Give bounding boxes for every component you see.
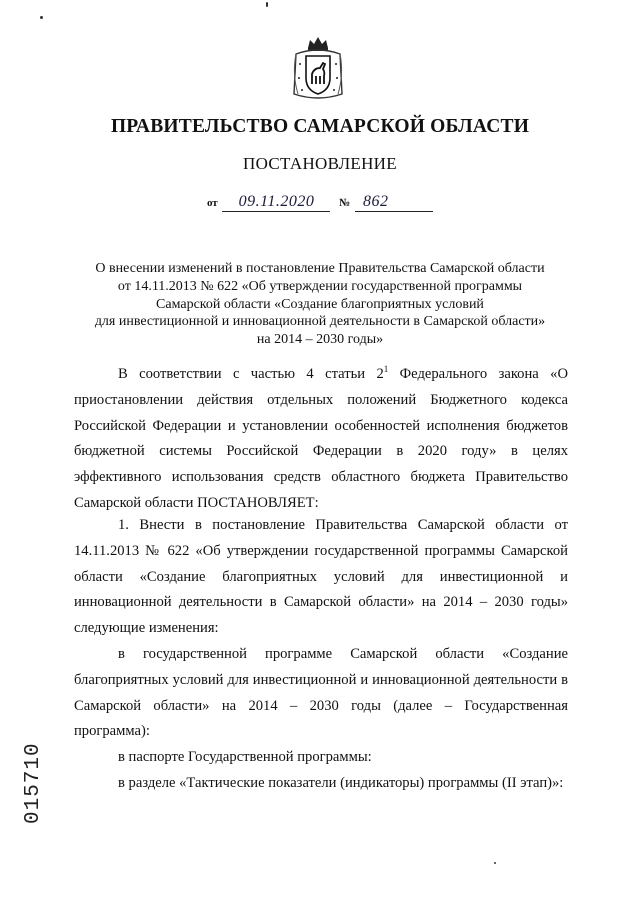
paragraph-text: В соответствии с частью 4 статьи 2 <box>118 366 384 382</box>
handwritten-number: 862 <box>355 193 433 212</box>
body-paragraph-3 <box>74 642 568 745</box>
subject-line: на 2014 – 2030 годы» <box>256 332 384 348</box>
subject-line: от 14.11.2013 № 622 «Об утверждении государственной программы <box>117 278 523 294</box>
document-type: ПОСТАНОВЛЕНИЕ <box>243 154 397 173</box>
paragraph-text: в государственной программе Самарской области «Создание благоприятных условий для инвестиционной и инновационной деятельности в Самарской области» на 2014 – 2030 годы (далее – Государственная программа): <box>74 646 568 740</box>
subject-line: О внесении изменений в постановление Правительства Самарской области <box>95 261 545 276</box>
number-prefix: № <box>339 197 351 209</box>
body-paragraph-1 <box>74 362 568 517</box>
paragraph-text: 1. Внести в постановление Правительства Самарской области от 14.11.2013 № 622 «Об утверждении государственной программы Самарской области «Создание благоприятных условий для инвестиционной и инновационной деятельности в Самарской области» на 2014 – 2030 годы» следующие изменения: <box>74 517 568 637</box>
scan-speck <box>40 16 43 19</box>
organization-title: ПРАВИТЕЛЬСТВО САМАРСКОЙ ОБЛАСТИ <box>110 116 530 137</box>
subject-line: Самарской области «Создание благоприятных условий <box>156 296 484 312</box>
margin-serial-number: 015710 <box>22 742 45 824</box>
paragraph-text: в паспорте Государственной программы: <box>118 749 372 765</box>
scan-speck <box>266 2 268 7</box>
handwritten-date: 09.11.2020 <box>222 193 330 212</box>
document-subject <box>70 260 570 349</box>
paragraph-text: Федерального закона «О приостановлении действия отдельных положений Бюджетного кодекса Российской Федерации и установлении особенностей исполнения бюджетов бюджетной системы Российской Федерации в 2020 году» в целях эффективного использования средств областного бюджета Правительство Самарской области ПОСТАНОВЛЯЕТ: <box>74 366 568 511</box>
paragraph-text: в разделе «Тактические показатели (индикаторы) программы (II этап)»: <box>118 775 564 791</box>
body-paragraph-4 <box>74 745 568 771</box>
body-paragraph-2 <box>74 513 568 642</box>
body-paragraph-5 <box>74 771 568 797</box>
samara-coat-of-arms-icon <box>290 34 346 104</box>
scan-speck <box>494 862 496 864</box>
subject-line: для инвестиционной и инновационной деятельности в Самарской области» <box>94 314 546 330</box>
superscript: 1 <box>383 364 389 375</box>
date-number-line <box>0 193 640 212</box>
date-prefix: от <box>206 197 218 209</box>
